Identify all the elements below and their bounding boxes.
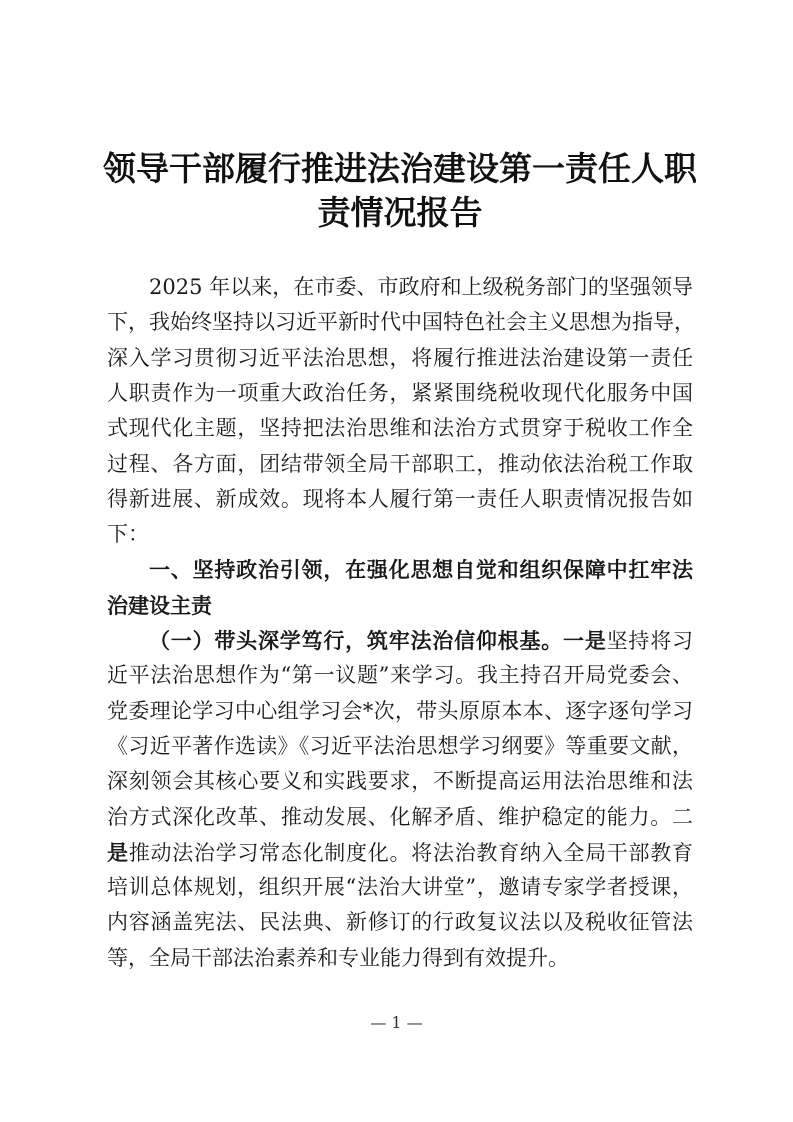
paragraph-line: 治方式深化改革、推动发展、化解矛盾、维护稳定的能力。二 [107,804,693,829]
paragraph-line: 深刻领会其核心要义和实践要求，不断提高运用法治思维和法 [107,769,693,794]
paragraph-line: 党委理论学习中心组学习会*次，带头原原本本、逐字逐句学习 [107,698,693,723]
text-run: 推动法治学习常态化制度化。将法治教育纳入全局干部教育 [128,840,694,865]
paragraph-line: 治建设主责 [107,592,212,618]
paragraph-line: 近平法治思想作为“第一议题”来学习。我主持召开局党委会、 [107,663,693,688]
document-title-line-1: 领导干部履行推进法治建设第一责任人职 [103,149,697,188]
page-number: — 1 — [370,1013,423,1032]
paragraph-line: 下，我始终坚持以习近平新时代中国特色社会主义思想为指导， [107,310,695,335]
bold-run: 是 [107,839,129,865]
paragraph-line: 《习近平著作选读》《习近平法治思想学习纲要》等重要文献， [107,733,693,758]
paragraph-line [107,835,693,870]
paragraph-line: 深入学习贯彻习近平法治思想，将履行推进法治建设第一责任 [107,345,693,370]
text-run: 坚持将习 [606,629,693,653]
paragraph-line: 式现代化主题，坚持把法治思维和法治方式贯穿于税收工作全 [107,416,693,441]
bold-run: （一）带头深学笃行，筑牢法治信仰根基。一是 [149,628,607,653]
paragraph-line: 2025 年以来，在市委、市政府和上级税务部门的坚强领导 [149,275,693,299]
paragraph-line: 下： [107,522,149,547]
paragraph-line: 内容涵盖宪法、民法典、新修订的行政复议法以及税收征管法 [107,910,693,935]
paragraph-line: 过程、各方面，团结带领全局干部职工，推动依法治税工作取 [107,451,693,476]
paragraph-line [107,623,693,658]
paragraph-line: 人职责作为一项重大政治任务，紧紧围绕税收现代化服务中国 [107,380,693,405]
paragraph-line: 一、坚持政治引领，在强化思想自觉和组织保障中扛牢法 [149,557,693,583]
paragraph-line: 等，全局干部法治素养和专业能力得到有效提升。 [107,945,569,970]
paragraph-line: 培训总体规划，组织开展“法治大讲堂”，邀请专家学者授课， [107,875,693,900]
paragraph-line: 得新进展、新成效。现将本人履行第一责任人职责情况报告如 [107,486,693,511]
document-title-line-2: 责情况报告 [317,193,483,232]
